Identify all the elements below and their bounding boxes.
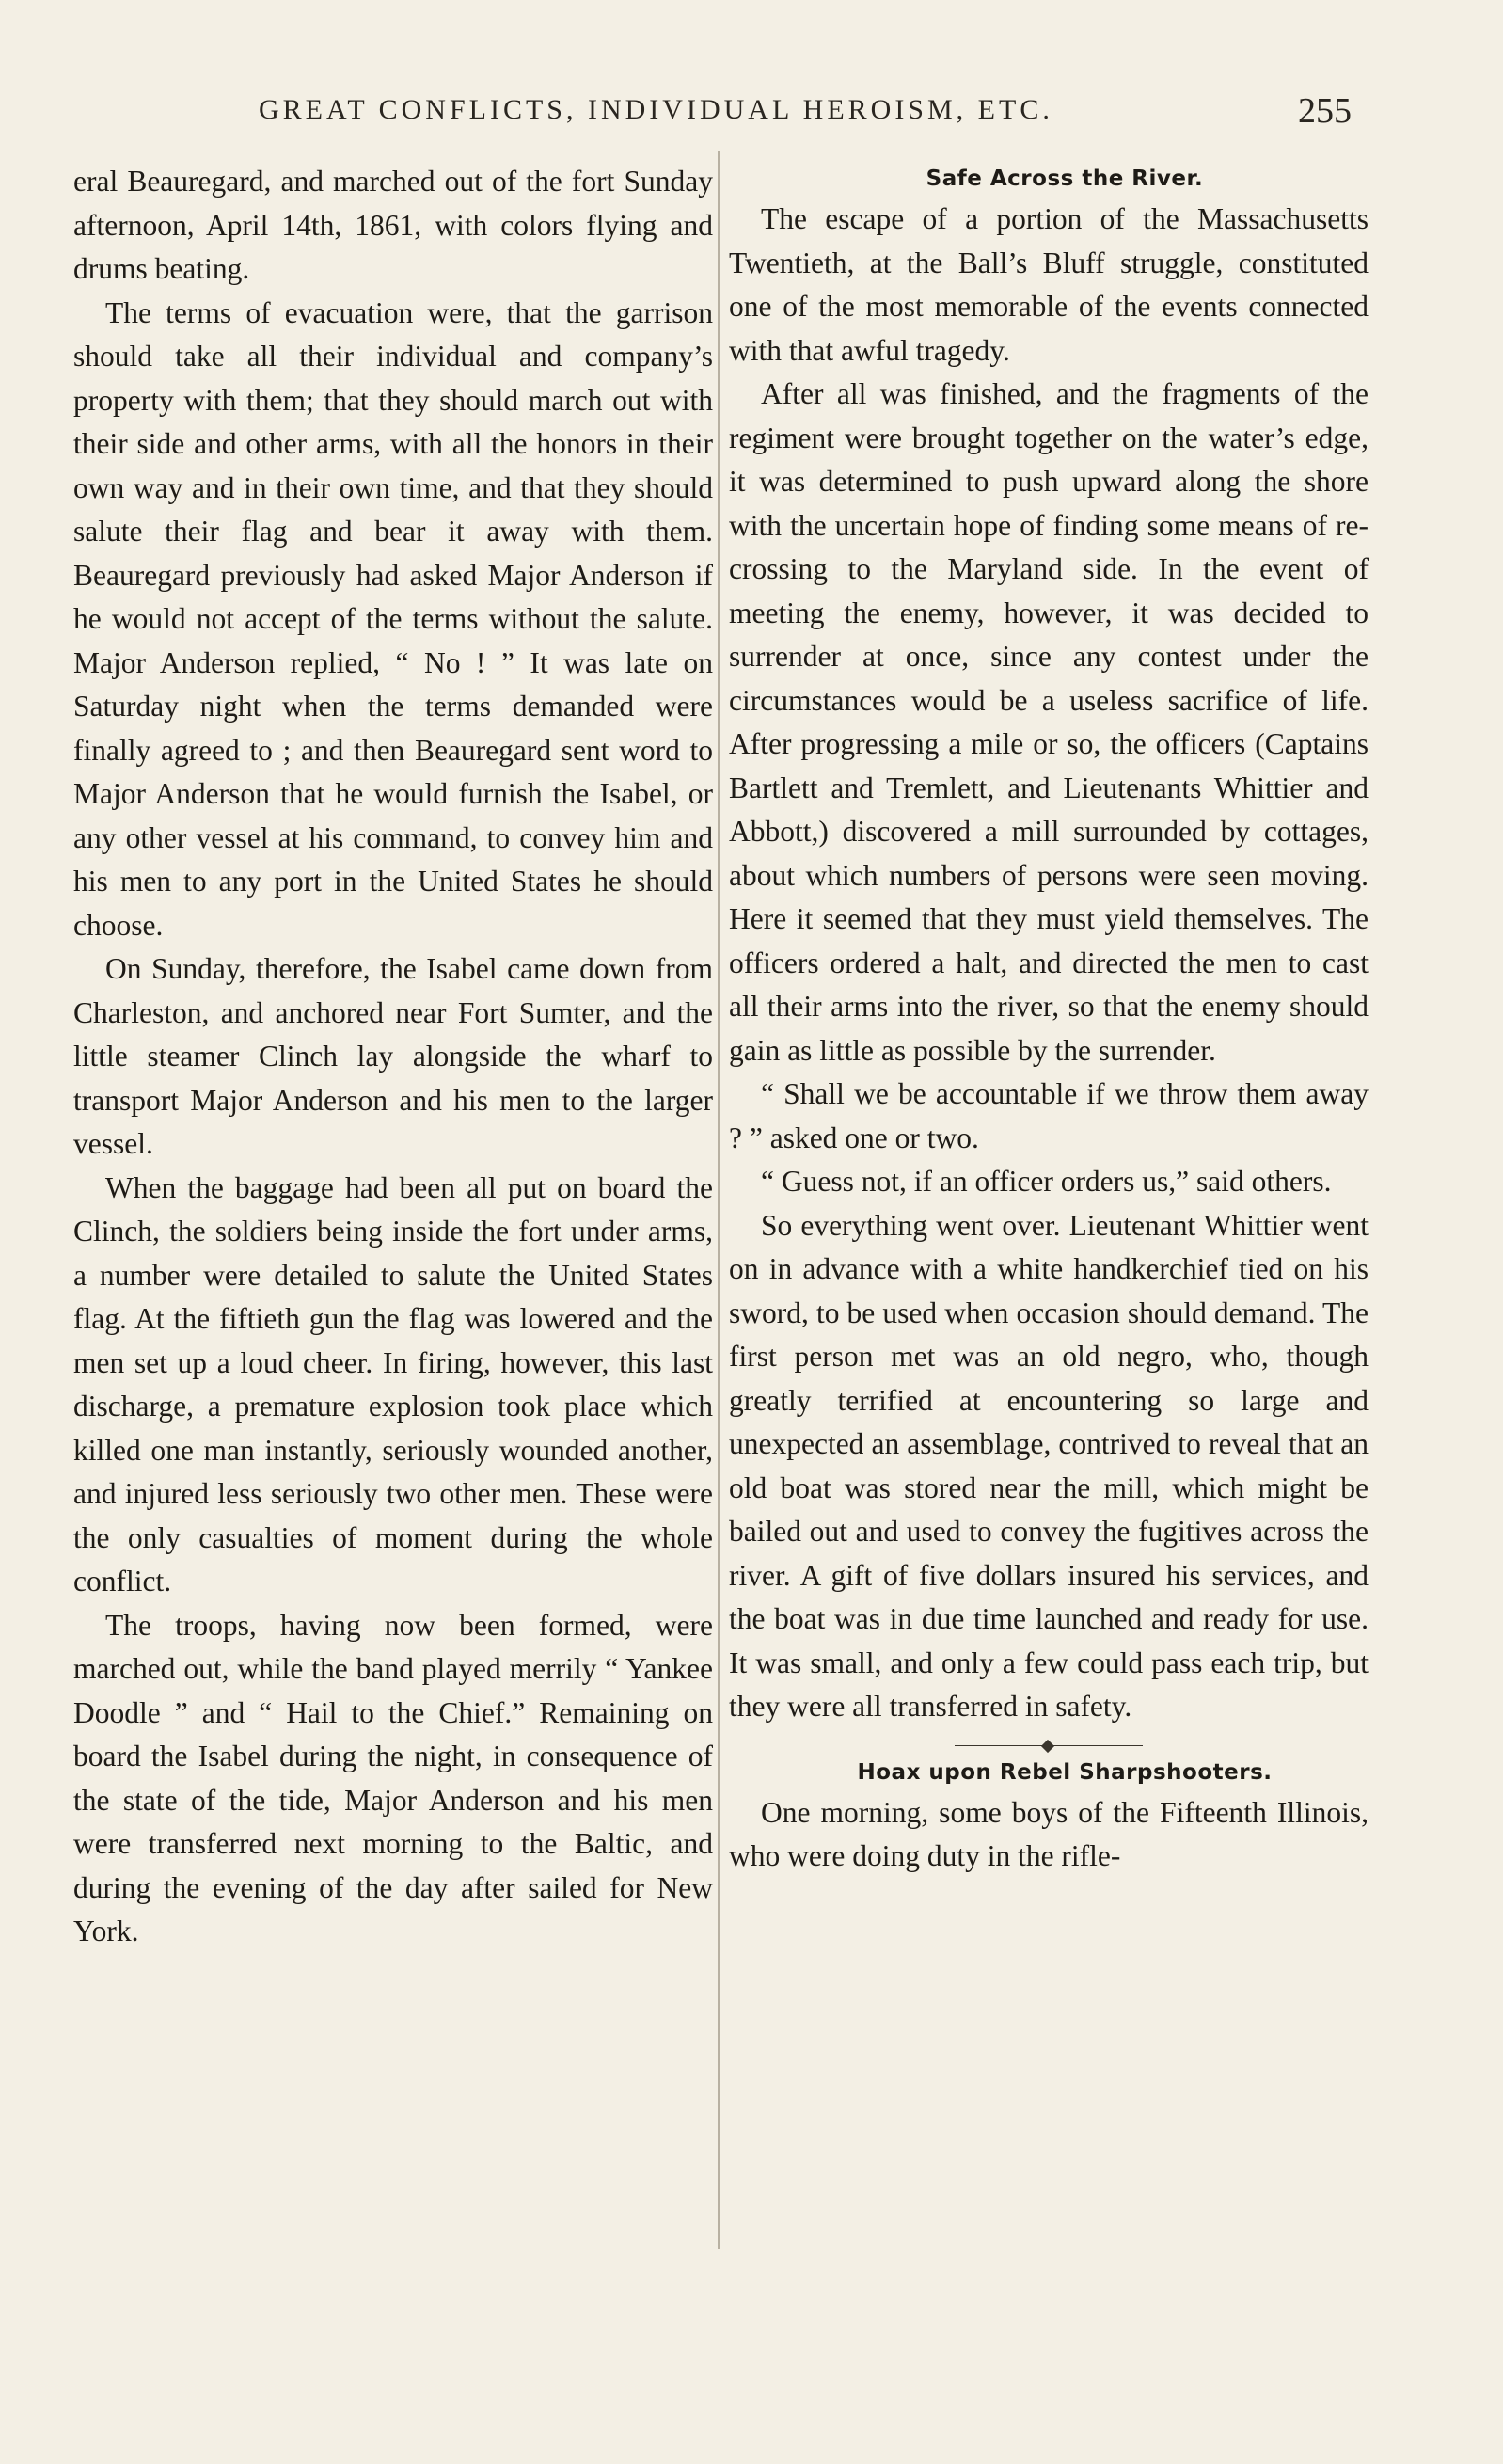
paragraph: The terms of evacuation were, that the garrison should take all their individual and company’s property with them; that they should march out with their side and other arms, with all the honors in their own way and in their own time, and that they should salute their flag and bear it away with them. Beauregard previously had asked Major Anderson if he would not accept of the terms without the salute. Major Anderson replied, “ No ! ” It was late on Saturday night when the terms demanded were finally agreed to ; and then Beauregard sent word to Major Anderson that he would furnish the Isabel, or any other vessel at his command, to convey him and his men to any port in the United States he should choose. [73, 295, 713, 942]
paragraph: When the baggage had been all put on board the Clinch, the soldiers being inside the fort under arms, a number were detailed to salute the United States flag. At the fiftieth gun the flag was lowered and the men set up a loud cheer. In firing, however, this last discharge, a premature explosion took place which killed one man instantly, seriously wounded another, and injured less seriously two other men. These were the only casualties of moment during the whole conflict. [73, 1170, 713, 1598]
section-heading: Hoax upon Rebel Sharpshooters. [857, 1759, 1273, 1785]
column-divider [718, 151, 720, 2249]
paragraph: The escape of a portion of the Massachusetts Twentieth, at the Ball’s Bluff struggle, constituted one of the most memorable of the events connected with that awful tragedy. [729, 202, 1369, 367]
right-column [729, 160, 1369, 1879]
left-column [73, 160, 713, 1954]
paragraph: eral Beauregard, and marched out of the fort Sunday afternoon, April 14th, 1861, with colors flying and drums beating. [73, 165, 713, 285]
running-head [0, 91, 1503, 141]
page-number: 255 [1298, 91, 1352, 131]
section-divider-ornament [955, 1739, 1143, 1754]
paragraph: So everything went over. Lieutenant Whittier went on in advance with a white handkerchief tied on his sword, to be used when occasion should demand. The first person met was an old negro, who, though greatly terrified at encountering so large and unexpected an assemblage, contrived to reveal that an old boat was stored near the mill, which might be bailed out and used to convey the fugitives across the river. A gift of five dollars insured his services, and the boat was in due time launched and ready for use. It was small, and only a few could pass each trip, but they were all transferred in safety. [729, 1208, 1369, 1723]
paragraph: One morning, some boys of the Fifteenth Illinois, who were doing duty in the rifle- [729, 1795, 1369, 1872]
paragraph: After all was finished, and the fragments of the regiment were brought together on the water’s edge, it was determined to push upward along the shore with the uncertain hope of finding some means of re-crossing to the Maryland side. In the event of meeting the enemy, however, it was decided to surrender at once, since any contest under the circumstances would be a useless sacrifice of life. After progressing a mile or so, the officers (Captains Bartlett and Tremlett, and Lieutenants Whittier and Abbott,) discovered a mill surrounded by cottages, about which numbers of persons were seen moving. Here it seemed that they must yield themselves. The officers ordered a halt, and directed the men to cast all their arms into the river, so that the enemy should gain as little as possible by the surrender. [729, 377, 1369, 1067]
paragraph: On Sunday, therefore, the Isabel came down from Charleston, and anchored near Fort Sumter, and the little steamer Clinch lay alongside the wharf to transport Major Anderson and his men to the larger vessel. [73, 952, 713, 1160]
paragraph: The troops, having now been formed, were marched out, while the band played merrily “ Yankee Doodle ” and “ Hail to the Chief.” Remaining on board the Isabel during the night, in consequence of the state of the tide, Major Anderson and his men were transferred next morning to the Baltic, and during the evening of the day after sailed for New York. [73, 1608, 713, 1947]
ornament-diamond-icon [1041, 1739, 1054, 1752]
section-heading: Safe Across the River. [926, 167, 1204, 191]
running-title: GREAT CONFLICTS, INDIVIDUAL HEROISM, ETC. [259, 94, 1053, 125]
paragraph: “ Guess not, if an officer orders us,” said others. [761, 1165, 1332, 1198]
paragraph: “ Shall we be accountable if we throw them away ? ” asked one or two. [729, 1077, 1369, 1154]
